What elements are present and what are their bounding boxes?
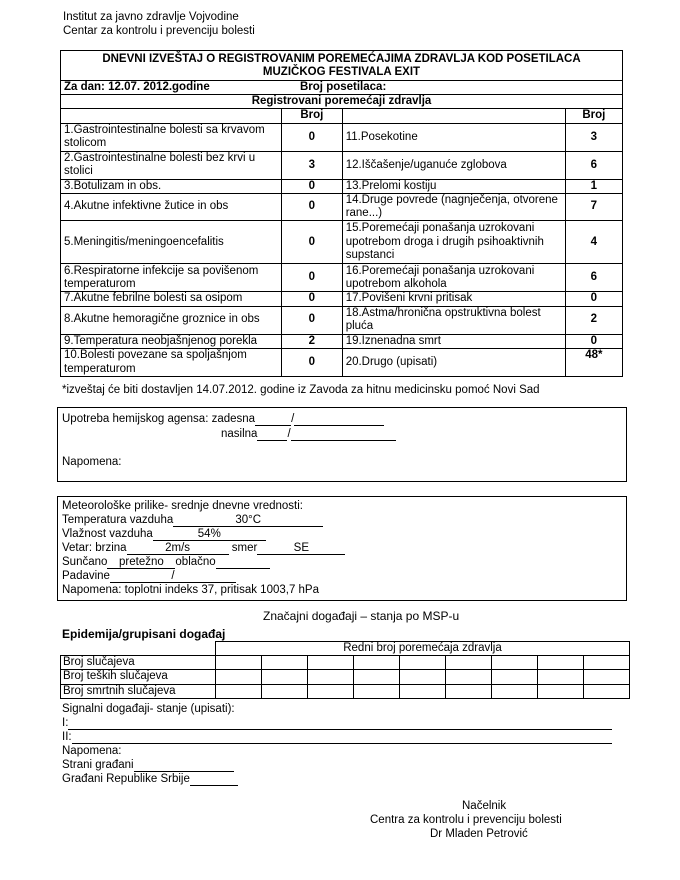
signature-org: Centra za kontrolu i prevenciju bolesti xyxy=(370,814,562,826)
epidemic-cell[interactable] xyxy=(584,684,630,698)
epidemic-row-label: Broj slučajeva xyxy=(61,656,216,670)
date-row xyxy=(61,81,622,95)
humidity-value: 54% xyxy=(153,528,266,541)
disorder-left-label: 10.Bolesti povezane sa spoljašnjom temperaturom xyxy=(61,348,281,376)
disorder-row xyxy=(61,348,622,376)
disorder-row xyxy=(61,306,622,334)
epidemic-table xyxy=(60,641,630,699)
institution-center: Centar za kontrolu i prevenciju bolesti xyxy=(63,25,255,37)
wind-label: Vetar: brzina xyxy=(62,542,127,554)
events-title: Značajni događaji – stanja po MSP-u xyxy=(263,609,460,623)
epidemic-cell[interactable] xyxy=(216,670,262,684)
cloudy-label: oblačno xyxy=(175,556,216,568)
epidemic-cell[interactable] xyxy=(308,684,354,698)
wind-direction: SE xyxy=(257,542,345,555)
epidemic-row xyxy=(61,684,630,698)
disorder-right-label: 12.Iščašenje/uganuće zglobova xyxy=(342,151,565,179)
report-date: Za dan: 12.07. 2012.godine xyxy=(64,81,210,94)
foreign-citizens-label: Strani građani xyxy=(62,759,134,771)
disorder-right-label: 13.Prelomi kostiju xyxy=(342,179,565,193)
disorder-left-count: 3 xyxy=(281,151,342,179)
disorder-right-count: 7 xyxy=(565,193,622,220)
epidemic-cell[interactable] xyxy=(584,656,630,670)
disorder-row xyxy=(61,123,622,151)
institution-name: Institut za javno zdravlje Vojvodine xyxy=(63,11,239,23)
epidemic-cell[interactable] xyxy=(354,670,400,684)
registered-disorders-title: Registrovani poremećaji zdravlja xyxy=(61,95,622,109)
signal-event-2-label: II: xyxy=(62,731,72,743)
epidemic-cell[interactable] xyxy=(354,684,400,698)
epidemic-cell[interactable] xyxy=(262,656,308,670)
disorder-row xyxy=(61,221,622,264)
disorder-right-count: 4 xyxy=(565,221,622,264)
chemical-agent-box xyxy=(57,407,627,482)
disorder-right-label: 18.Astma/hronična opstruktivna bolest pluća xyxy=(342,306,565,334)
epidemic-cell[interactable] xyxy=(538,670,584,684)
epidemic-cell[interactable] xyxy=(216,684,262,698)
disorder-left-label: 2.Gastrointestinalne bolesti bez krvi u stolici xyxy=(61,151,281,179)
epidemic-cell[interactable] xyxy=(262,684,308,698)
weather-box xyxy=(57,496,627,601)
epidemic-cell[interactable] xyxy=(446,670,492,684)
report-table xyxy=(60,50,623,377)
disorder-left-count: 0 xyxy=(281,221,342,264)
foreign-citizens-line[interactable] xyxy=(134,759,234,772)
weather-note: Napomena: toplotni indeks 37, pritisak 1003,7 hPa xyxy=(62,584,319,596)
disorder-left-label: 4.Akutne infektivne žutice in obs xyxy=(61,193,281,220)
disorder-right-count: 2 xyxy=(565,306,622,334)
epidemic-cell[interactable] xyxy=(446,656,492,670)
epidemic-row xyxy=(61,656,630,670)
disorder-left-count: 0 xyxy=(281,348,342,376)
disorder-right-label: 16.Poremećaji ponašanja uzrokovani upotrebom alkohola xyxy=(342,264,565,292)
signal-event-2-line[interactable] xyxy=(72,731,612,744)
disorder-left-count: 0 xyxy=(281,179,342,193)
disorder-left-label: 1.Gastrointestinalne bolesti sa krvavom stolicom xyxy=(61,123,281,151)
serbian-citizens-label: Građani Republike Srbije xyxy=(62,773,190,785)
chemical-note: Napomena: xyxy=(62,456,122,468)
epidemic-cell[interactable] xyxy=(308,670,354,684)
disorder-left-label: 9.Temperatura neobjašnjenog porekla xyxy=(61,334,281,348)
wind-direction-label: smer xyxy=(231,542,258,554)
disorder-left-label: 6.Respiratorne infekcije sa povišenom temperaturom xyxy=(61,264,281,292)
disorder-right-count: 3 xyxy=(565,123,622,151)
serbian-citizens-line[interactable] xyxy=(190,773,238,786)
intentional-slash: / xyxy=(287,428,291,440)
epidemic-cell[interactable] xyxy=(492,656,538,670)
disorder-row xyxy=(61,193,622,220)
epidemic-cell[interactable] xyxy=(446,684,492,698)
disorder-left-label: 8.Akutne hemoragične groznice in obs xyxy=(61,306,281,334)
intentional-label: nasilna xyxy=(221,428,258,440)
disorder-right-count: 0 xyxy=(565,292,622,306)
epidemic-cell[interactable] xyxy=(492,684,538,698)
disorder-left-count: 0 xyxy=(281,123,342,151)
disorders-table xyxy=(61,109,622,376)
disorder-right-count: 1 xyxy=(565,179,622,193)
disorder-right-label: 17.Povišeni krvni pritisak xyxy=(342,292,565,306)
signal-events-label: Signalni događaji- stanje (upisati): xyxy=(62,703,235,715)
disorder-left-label: 5.Meningitis/meningoencefalitis xyxy=(61,221,281,264)
disorder-right-label: 15.Poremećaji ponašanja uzrokovani upotrebom droga i drugih psihoaktivnih supstanci xyxy=(342,221,565,264)
humidity-label: Vlažnost vazduha xyxy=(62,528,153,540)
disorder-left-count: 0 xyxy=(281,306,342,334)
epidemic-row-label: Broj smrtnih slučajeva xyxy=(61,684,216,698)
temperature-value: 30°C xyxy=(173,514,323,527)
disorder-row xyxy=(61,151,622,179)
chemical-agent-label: Upotreba hemijskog agensa: zadesna xyxy=(62,413,256,425)
visitors-count-label: Broj posetilaca: xyxy=(300,81,387,94)
disorder-right-label: 14.Druge povrede (nagnječenja, otvorene rane...) xyxy=(342,193,565,220)
epidemic-cell[interactable] xyxy=(262,670,308,684)
disorder-right-label: 20.Drugo (upisati) xyxy=(342,348,565,376)
disorder-left-label: 3.Botulizam in obs. xyxy=(61,179,281,193)
precipitation-value: / xyxy=(110,570,236,583)
disorder-left-count: 0 xyxy=(281,292,342,306)
epidemic-cell[interactable] xyxy=(492,670,538,684)
epidemic-cell[interactable] xyxy=(538,684,584,698)
signal-event-1-line[interactable] xyxy=(68,717,612,730)
epidemic-row xyxy=(61,670,630,684)
epidemic-cell[interactable] xyxy=(584,670,630,684)
disorder-left-count: 0 xyxy=(281,193,342,220)
accidental-slash: / xyxy=(291,413,295,425)
disorder-row xyxy=(61,334,622,348)
signature-name: Dr Mladen Petrović xyxy=(430,828,528,840)
disorder-right-count: 6 xyxy=(565,264,622,292)
weather-title: Meteorološke prilike- srednje dnevne vrednosti: xyxy=(62,500,303,512)
signature-role: Načelnik xyxy=(462,800,507,812)
disorder-right-count: 6 xyxy=(565,151,622,179)
report-footnote: *izveštaj će biti dostavljen 14.07.2012. godine iz Zavoda za hitnu medicinsku pomoć Novi Sad xyxy=(62,384,540,396)
epidemic-cell[interactable] xyxy=(400,670,446,684)
epidemic-title: Epidemija/grupisani događaj xyxy=(62,627,226,641)
sunny-label: Sunčano xyxy=(62,556,108,568)
count-header-right: Broj xyxy=(565,109,622,123)
disorder-left-count: 0 xyxy=(281,264,342,292)
disorder-right-label: 11.Posekotine xyxy=(342,123,565,151)
epidemic-cell[interactable] xyxy=(354,656,400,670)
epidemic-cell[interactable] xyxy=(216,656,262,670)
disorder-row xyxy=(61,179,622,193)
disorder-left-count: 2 xyxy=(281,334,342,348)
disorder-right-count: 0 xyxy=(565,334,622,348)
disorder-right-label: 19.Iznenadna smrt xyxy=(342,334,565,348)
epidemic-cell[interactable] xyxy=(308,656,354,670)
temperature-label: Temperatura vazduha xyxy=(62,514,174,526)
epidemic-row-label: Broj teških slučajeva xyxy=(61,670,216,684)
disorder-row xyxy=(61,292,622,306)
report-title: DNEVNI IZVEŠTAJ O REGISTROVANIM POREMEĆAJIMA ZDRAVLJA KOD POSETILACA MUZIČKOG FESTIVALA EXIT xyxy=(61,51,622,81)
disorder-left-label: 7.Akutne febrilne bolesti sa osipom xyxy=(61,292,281,306)
events-note: Napomena: xyxy=(62,745,122,757)
precipitation-label: Padavine xyxy=(62,570,110,582)
disorder-right-count: 48* xyxy=(565,348,622,376)
epidemic-cell[interactable] xyxy=(400,684,446,698)
epidemic-cell[interactable] xyxy=(400,656,446,670)
sunny-value: pretežno xyxy=(107,556,175,569)
epidemic-cell[interactable] xyxy=(538,656,584,670)
disorder-row xyxy=(61,264,622,292)
epidemic-table-header: Redni broj poremećaja zdravlja xyxy=(216,642,630,656)
signal-event-1-label: I: xyxy=(62,717,69,729)
wind-speed: 2m/s xyxy=(127,542,229,555)
count-header-left: Broj xyxy=(281,109,342,123)
